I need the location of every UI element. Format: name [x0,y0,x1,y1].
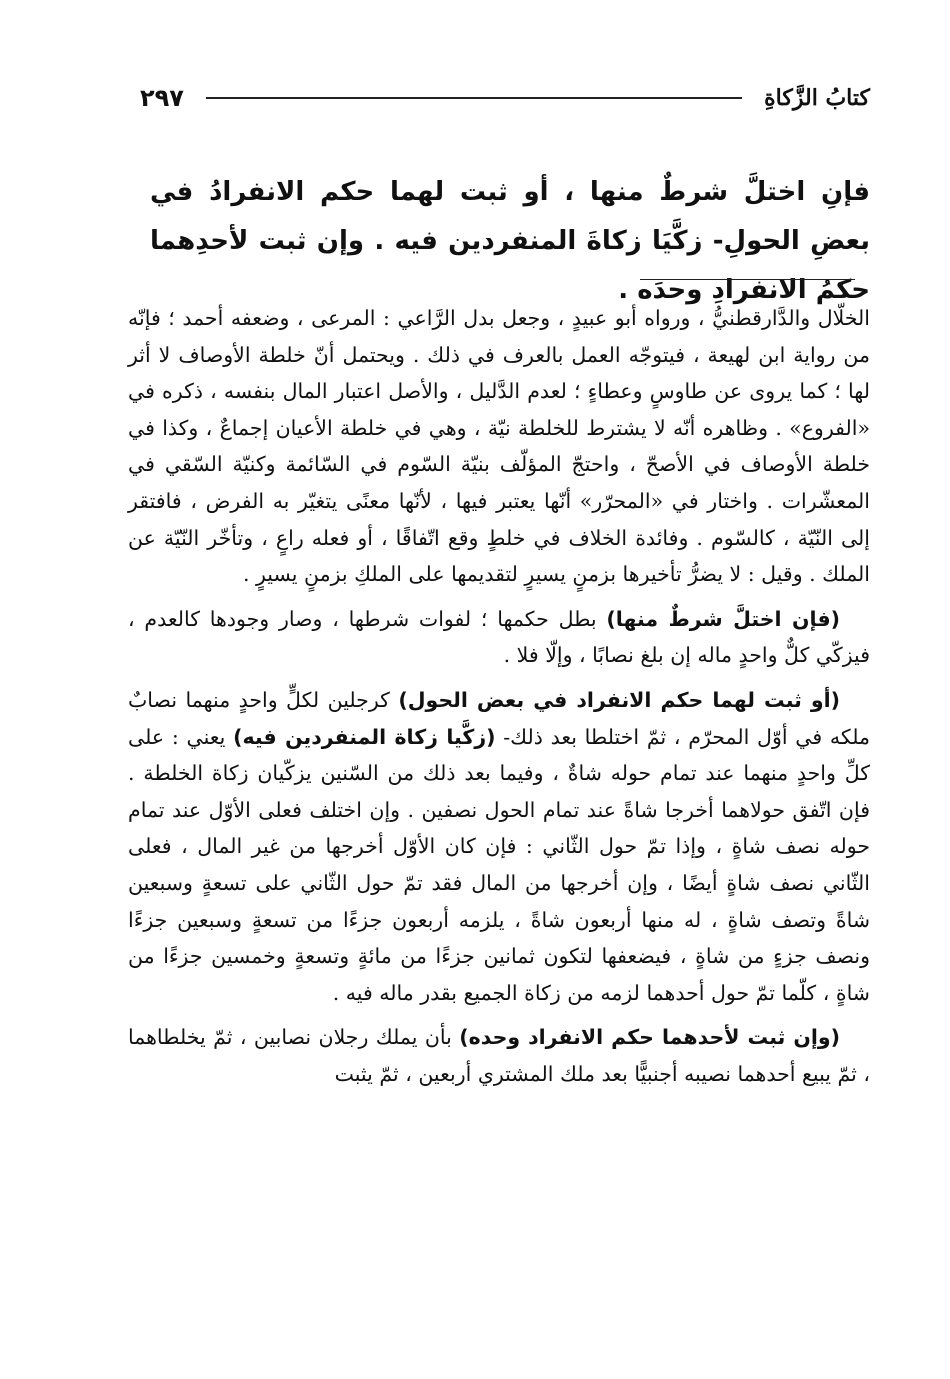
header-rule [206,97,742,99]
commentary-paragraph [128,601,870,674]
lemma: (زكَّيا زكاة المنفردين فيه) [233,724,496,749]
commentary-paragraph [128,682,870,1011]
separator-rule [640,279,855,280]
page-header [140,78,870,118]
book-title: كتابُ الزَّكاةِ [764,85,870,111]
commentary-text: الخلّال والدَّارقطنيُّ ، ورواه أبو عبيدٍ ، وجعل بدل الرَّاعي : المرعى ، وضعفه أحمد ؛ فإنّه من رواية ابن لهيعة ، فيتوجّه العمل بالعرف في ذلك . ويحتمل أنّ خلطة الأوصاف لا أثر لها ؛ كما يروى عن طاوسٍ وعطاءٍ ؛ لعدم الدَّليل ، والأصل اعتبار المال بنفسه ، ذكره في «الفروع» . وظاهره أنّه لا يشترط للخلطة نيّة ، وهي في خلطة الأعيان إجماعٌ ، وكذا في خلطة الأوصاف في الأصحّ ، واحتجّ المؤلّف بنيّة السّوم في السّائمة وكنيّة السّقي في المعشّرات . واختار في «المحرّر» أنّها يعتبر فيها ، لأنّها معنًى يتغيّر به الفرض ، فافتقر إلى النّيّة ، كالسّوم . وفائدة الخلاف في خلطٍ وقع اتّفاقًا ، أو فعله راعٍ ، وتأخّر النّيّة عن الملك . وقيل : لا يضرُّ تأخيرها بزمنٍ يسيرٍ لتقديمها على الملكِ بزمنٍ يسيرٍ . [128,306,870,587]
lemma: (أو ثبت لهما حكم الانفراد في بعض الحول) [398,687,840,712]
lemma: (وإن ثبت لأحدهما حكم الانفراد وحده) [459,1025,840,1050]
page-number: ٢٩٧ [140,84,184,112]
commentary-text: بأن يملك رجلان نصابين ، ثمّ يخلطاهما ، ثمّ يبيع أحدهما نصيبه أجنبيًّا بعد ملك المشتري أربعين ، ثمّ يثبت [128,1025,870,1086]
commentary-text: يعني : على كلِّ واحدٍ منهما عند تمام حوله شاةٌ ، وفيما بعد ذلك من السّنين يزكّيان زكاة الخلطة . فإن اتّفق حولاهما أخرجا شاةً عند تمام الحول نصفين . وإن اختلف فعلى الأوّل عند تمام حوله نصف شاةٍ ، وإذا تمّ حول الثّاني : فإن كان الأوّل أخرجها من غير المال ، فعلى الثّاني نصف شاةٍ أيضًا ، وإن أخرجها من المال فقد تمّ حول الثّاني على تسعةٍ وسبعين شاةً وتصف شاةٍ ، له منها أربعون شاةً ، يلزمه أربعون جزءًا من تسعةٍ وسبعين جزءًا ونصف جزءٍ من شاةٍ ، فيضعفها لتكون ثمانين جزءًا من مائةٍ وتسعةٍ وخمسين جزءًا من شاةٍ ، كلّما تمّ حول أحدهما لزمه من زكاة الجميع بقدر ماله فيه . [128,724,870,1005]
commentary-paragraph [128,1019,870,1092]
commentary-paragraph [128,300,870,593]
commentary-text: بطل حكمها ؛ لفوات شرطها ، وصار وجودها كالعدم ، فيزكّي كلٌّ واحدٍ ماله إن بلغ نصابًا ، وإلّا فلا . [128,606,870,668]
lemma: (فإن اختلَّ شرطٌ منها) [606,606,840,631]
commentary-text: كرجلين لكلٍّ واحدٍ منهما نصابٌ ملكه في أوّل المحرّم ، ثمّ اختلطا بعد ذلك- [128,687,871,749]
main-text: فإنِ اختلَّ شرطٌ منها ، أو ثبت لهما حكم الانفرادُ في بعضِ الحولِ- زكَّيَا زكاةَ المنفردين فيه . وإن ثبت لأحدِهما حكمُ الانفرادِ وحدَه . [150,177,870,305]
commentary [128,300,870,1100]
